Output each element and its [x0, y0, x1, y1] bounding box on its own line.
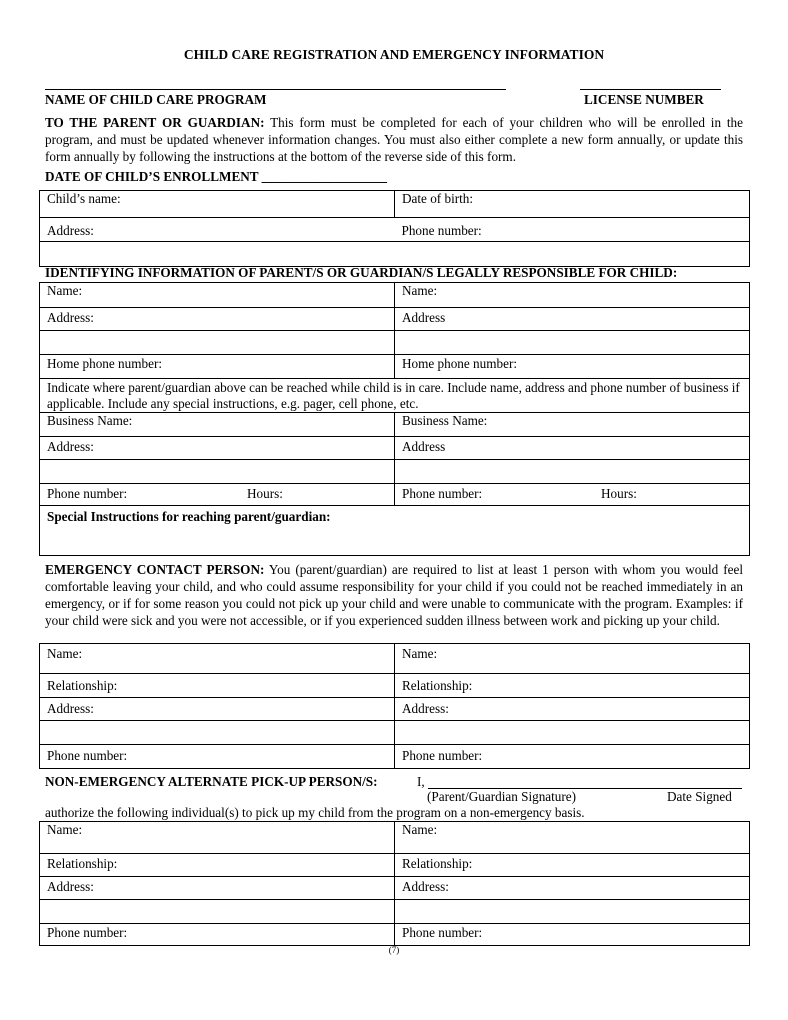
parent-info-table [39, 282, 750, 556]
parent2-address-line2-cell[interactable] [395, 331, 750, 355]
emergency-text: You (parent/guardian) are required to list at least 1 person with whom you would feel comfortable leaving your child, and who could assume responsibility for your child if you could not be reached immediately in an emergency, or if for some reason you could not pick up your child and were unable to communicate with the program. Examples: if your child were sick and you were not accessible, or if you experienced sudden illness between work and picking up your child. [45, 562, 744, 628]
intro-heading: TO THE PARENT OR GUARDIAN: [45, 115, 265, 130]
page-number: (7) [388, 945, 400, 955]
pickup-person-table [39, 821, 750, 946]
authorize-text: authorize the following individual(s) to pick up my child from the program on a non-emergency basis. [45, 805, 585, 820]
enrollment-date-row [45, 169, 387, 185]
pickup1-relationship-cell[interactable]: Relationship: [40, 854, 395, 877]
parent2-business-address-cell[interactable]: Address [395, 437, 750, 460]
enrollment-date-field[interactable]: ___________________ [261, 169, 387, 184]
parent1-home-phone-cell[interactable]: Home phone number: [40, 355, 395, 379]
parent1-address-cell[interactable]: Address: [40, 308, 395, 331]
emergency-paragraph [45, 561, 743, 629]
emergency1-relationship-cell[interactable]: Relationship: [40, 674, 395, 698]
program-name-label: NAME OF CHILD CARE PROGRAM [45, 92, 267, 107]
child-address-cell[interactable]: Address: [40, 218, 395, 242]
enrollment-date-label: DATE OF CHILD’S ENROLLMENT [45, 169, 259, 184]
pickup2-relationship-cell[interactable]: Relationship: [395, 854, 750, 877]
pickup1-phone-cell[interactable]: Phone number: [40, 924, 395, 946]
parent1-business-phone-cell[interactable]: Phone number: Hours: [40, 484, 395, 506]
emergency1-phone-cell[interactable]: Phone number: [40, 745, 395, 769]
emergency2-address-line2-cell[interactable] [395, 721, 750, 745]
pickup2-address-line2-cell[interactable] [395, 900, 750, 924]
date-signed-caption: Date Signed [667, 789, 732, 804]
form-title: CHILD CARE REGISTRATION AND EMERGENCY INFORMATION [183, 47, 605, 62]
nonemergency-heading: NON-EMERGENCY ALTERNATE PICK-UP PERSON/S: [45, 774, 378, 789]
parent1-business-address-line2-cell[interactable] [40, 460, 395, 484]
child-dob-cell[interactable]: Date of birth: [395, 191, 750, 218]
parent2-business-cell[interactable]: Business Name: [395, 413, 750, 437]
pickup2-phone-cell[interactable]: Phone number: [395, 924, 750, 946]
nonemergency-i-label: I, [417, 774, 425, 789]
parent1-business-cell[interactable]: Business Name: [40, 413, 395, 437]
reach-note-cell: Indicate where parent/guardian above can be reached while child is in care. Include name, address and phone number of business if applicable. Include any special instructions, e.g. pager, cell phone, etc. [40, 379, 750, 413]
intro-text: This form must be completed for each of your children who will be enrolled in the program, and must be updated whenever information changes. You must also either complete a new form annually, or update this form annually by following the instructions at the bottom of the reverse side of this form. [45, 115, 743, 164]
emergency2-address-cell[interactable]: Address: [395, 698, 750, 721]
emergency-heading: EMERGENCY CONTACT PERSON: [45, 562, 265, 577]
pickup1-name-cell[interactable]: Name: [40, 822, 395, 854]
child-name-cell[interactable]: Child’s name: [40, 191, 395, 218]
pickup1-address-cell[interactable]: Address: [40, 877, 395, 900]
child-info-table [39, 190, 750, 267]
pickup1-address-line2-cell[interactable] [40, 900, 395, 924]
emergency1-name-cell[interactable]: Name: [40, 644, 395, 674]
parent2-hours-label: Hours: [601, 486, 637, 501]
parent2-name-cell[interactable]: Name: [395, 283, 750, 308]
parent2-home-phone-cell[interactable]: Home phone number: [395, 355, 750, 379]
parent1-name-cell[interactable]: Name: [40, 283, 395, 308]
emergency2-name-cell[interactable]: Name: [395, 644, 750, 674]
intro-paragraph [45, 114, 743, 165]
emergency-contact-table [39, 643, 750, 769]
emergency2-relationship-cell[interactable]: Relationship: [395, 674, 750, 698]
license-number-label: LICENSE NUMBER [584, 92, 704, 107]
emergency1-address-cell[interactable]: Address: [40, 698, 395, 721]
pickup2-name-cell[interactable]: Name: [395, 822, 750, 854]
parent1-hours-label: Hours: [247, 486, 283, 501]
parents-heading: IDENTIFYING INFORMATION OF PARENT/S OR GUARDIAN/S LEGALLY RESPONSIBLE FOR CHILD: [45, 265, 678, 280]
parent2-address-cell[interactable]: Address [395, 308, 750, 331]
pickup2-address-cell[interactable]: Address: [395, 877, 750, 900]
program-name-line[interactable] [45, 89, 506, 90]
emergency2-phone-cell[interactable]: Phone number: [395, 745, 750, 769]
parent1-address-line2-cell[interactable] [40, 331, 395, 355]
child-address-line2-cell[interactable] [40, 242, 750, 267]
parent1-business-address-cell[interactable]: Address: [40, 437, 395, 460]
emergency1-address-line2-cell[interactable] [40, 721, 395, 745]
special-instructions-cell[interactable]: Special Instructions for reaching parent/guardian: [40, 506, 750, 556]
signature-caption: (Parent/Guardian Signature) [427, 789, 577, 804]
parent2-business-phone-cell[interactable]: Phone number: Hours: [395, 484, 750, 506]
license-number-line[interactable] [580, 89, 721, 90]
child-phone-cell[interactable]: Phone number: [395, 218, 750, 242]
parent2-business-address-line2-cell[interactable] [395, 460, 750, 484]
